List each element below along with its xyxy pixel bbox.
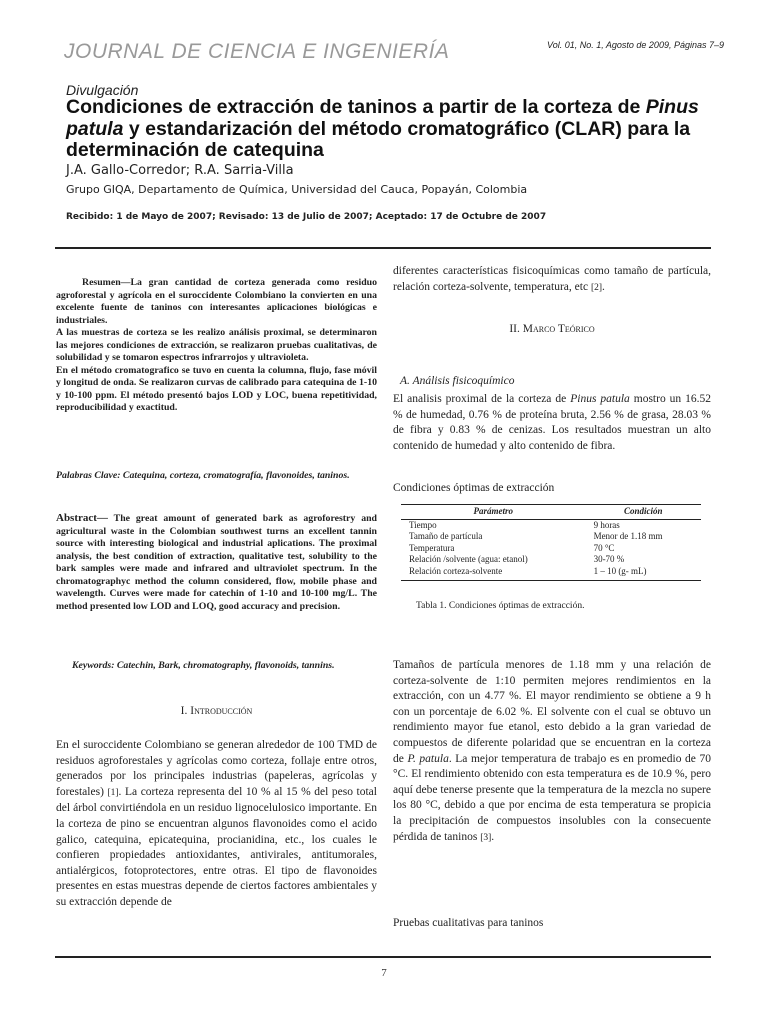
keywords-en: Keywords: Catechin, Bark, chromatography, flavonoids, tannins. bbox=[72, 660, 335, 671]
analisis-text bbox=[393, 392, 711, 454]
abstract-en-text: The great amount of generated bark as agroforestry and agricultural waste in the Colombian southwest turns an excellent tannin source with interesting biological and industrial aplications. The proximal analysis, the best condition of extraction, qualitative test, solubility to the bark samples were made and infrared and ultraviolet spectrum. In the chromatographyc method the column considered, flow, mobile phase and wavelength. Curves were made for catechin of 1-10 and 10-100 mg/L. The method presented low LOD and LOQ, good accuracy and precision. bbox=[56, 513, 377, 612]
footer-rule bbox=[55, 956, 711, 958]
section-label: Divulgación bbox=[66, 82, 139, 98]
results-text-a: Tamaños de partícula menores de 1.18 mm y una relación de corteza-solvente de 1:10 permiten mejores rendimientos en la extracción, con un 4.77 %. El mayor rendimiento se obtiene a 9 h con un porcentaje de 6.02 %. El solvente con el cual se obtuvo un rendimiento mayor fue etanol, esto debido a la gran variedad de compuestos de diferente polaridad que se encuentran en la corteza de bbox=[393, 659, 711, 765]
abstract-en-label: Abstract— bbox=[56, 512, 108, 524]
article-title bbox=[66, 97, 726, 162]
table-cell: Tamaño de partícula bbox=[409, 531, 483, 541]
marco-heading: II. Marco Teórico bbox=[509, 323, 595, 335]
table-cell: Relación /solvente (agua: etanol) bbox=[409, 554, 528, 564]
title-species: Pinus patula bbox=[66, 96, 699, 140]
results-text bbox=[393, 658, 711, 846]
abstract-es-p2: A las muestras de corteza se les realizo análisis proximal, se determinaron las mejores condiciones de extracción, se realizaron pruebas cualitativas, de solubilidad y se tomaron espectros infrarrojos y ultravioleta. bbox=[56, 327, 377, 363]
dates: Recibido: 1 de Mayo de 2007; Revisado: 13 de Julio de 2007; Aceptado: 17 de Octubre de 2007 bbox=[66, 212, 547, 222]
results-ref: [3] bbox=[480, 832, 492, 843]
intro-text-b: . La corteza representa del 10 % al 15 % del peso total del árbol convirtiéndola en un residuo lignocelulosico importante. En la corteza de pino se encuentran algunos flavonoides como el acido galico, catequina, epicatequina, procianidina, etc., los cuales le confieren propiedades antioxidantes, antivirales, antitumorales, antialérgicos, fotoprotectores, entre otras. El tipo de flavonoides presentes en estas muestras depende de ciertos factores ambientales y su extracción depende de bbox=[56, 785, 377, 908]
table-header-row bbox=[401, 505, 701, 520]
col2-text: diferentes características fisicoquímicas como tamaño de partícula, relación corteza-solvente, temperatura, etc bbox=[393, 265, 711, 293]
subheading-analisis: A. Análisis fisicoquímico bbox=[400, 375, 515, 387]
header-rule bbox=[55, 247, 711, 249]
intro-ref1: [1] bbox=[107, 787, 119, 798]
pruebas-heading: Pruebas cualitativas para taninos bbox=[393, 917, 544, 929]
volume-info: Vol. 01, No. 1, Agosto de 2009, Páginas 7–9 bbox=[547, 40, 724, 50]
authors: J.A. Gallo-Corredor; R.A. Sarria-Villa bbox=[66, 163, 294, 178]
col2-continuation bbox=[393, 264, 711, 296]
table-cell: 9 horas bbox=[593, 519, 620, 530]
results-end: . bbox=[491, 830, 495, 843]
table-cell: Menor de 1.18 mm bbox=[593, 531, 663, 541]
keywords-es: Palabras Clave: Catequina, corteza, cromatografía, flavonoides, taninos. bbox=[56, 470, 350, 481]
title-part2: y estandarización del método cromatográfico (CLAR) para la determinación de catequina bbox=[66, 117, 691, 161]
col2-end: . bbox=[602, 280, 605, 293]
abstract-es-text1: La gran cantidad de corteza generada como residuo agroforestal y agrícola en el suroccidente Colombiano la convierten en una excelente fuente de taninos con interesantes aplicaciones biológicas e industriales. bbox=[56, 277, 377, 326]
abstract-es-p3: En el método cromatografico se tuvo en cuenta la columna, flujo, fase móvil y longitud de onda. Se realizaron curvas de calibrado para catequina de 1-10 y 10-100 ppm. El método presentó bajos LOD y LOC, buena repetitividad, reproducibilidad y exactitud. bbox=[56, 364, 377, 413]
abstract-es bbox=[56, 277, 377, 415]
analisis-text-b: mostro un 16.52 % de humedad, 0.76 % de proteína bruta, 2.56 % de grasa, 28.03 % de fibra y 0.83 % de cenizas. Los resultados muestran un alto contenido de humedad y alto contenido de fibra. bbox=[393, 393, 712, 452]
intro-text bbox=[56, 738, 377, 911]
journal-title: JOURNAL DE CIENCIA E INGENIERÍA bbox=[64, 40, 450, 63]
table-row bbox=[401, 554, 701, 566]
intro-heading: I. Introducción bbox=[180, 705, 253, 717]
table-cell: Temperatura bbox=[409, 542, 455, 553]
abstract-es-label: Resumen— bbox=[82, 277, 131, 288]
table-cell: 70 °C bbox=[593, 542, 615, 553]
table-cell: 1 – 10 (g- mL) bbox=[586, 566, 701, 581]
affiliation: Grupo GIQA, Departamento de Química, Universidad del Cauca, Popayán, Colombia bbox=[66, 183, 528, 196]
table-header-parametro: Parámetro bbox=[401, 505, 586, 520]
analisis-species: Pinus patula bbox=[570, 393, 630, 405]
table-row bbox=[401, 543, 701, 555]
page-number: 7 bbox=[381, 967, 387, 979]
results-species: P. patula bbox=[407, 752, 449, 765]
abstract-en bbox=[56, 512, 377, 613]
col2-ref: [2] bbox=[590, 282, 603, 293]
title-part1: Condiciones de extracción de taninos a partir de la corteza de bbox=[66, 96, 646, 118]
analisis-text-a: El analisis proximal de la corteza de bbox=[393, 393, 571, 405]
table-row bbox=[401, 531, 701, 543]
conditions-table bbox=[401, 504, 701, 581]
intro-text-a: En el suroccidente Colombiano se generan alrededor de 100 TMD de residuos agroforestales y agrícolas como corteza, follaje entre otros, generados por los principales industrias (papeleras, agrícolas y forestales) bbox=[56, 739, 377, 798]
table-caption: Tabla 1. Condiciones óptimas de extracción. bbox=[416, 601, 585, 611]
results-text-b: . La mejor temperatura de trabajo es en promedio de 70 °C. El rendimiento obtenido con esta temperatura es de 10.9 %, pero aquí debe tenerse presente que la temperatura de la mezcla no supere los 80 °C, debido a que por encima de esta temperatura se propicia la precipitación de compuestos insolubles con la consecuente pérdida de taninos bbox=[393, 752, 711, 843]
table-row bbox=[401, 566, 701, 581]
table-label: Condiciones óptimas de extracción bbox=[393, 482, 555, 494]
table-cell: Relación corteza-solvente bbox=[401, 566, 586, 581]
table-header-condicion: Condición bbox=[586, 505, 701, 520]
table-cell: 30-70 % bbox=[593, 554, 625, 564]
abstract-es-p1 bbox=[56, 277, 377, 327]
table-row bbox=[401, 519, 701, 531]
table-cell: Tiempo bbox=[409, 519, 437, 530]
